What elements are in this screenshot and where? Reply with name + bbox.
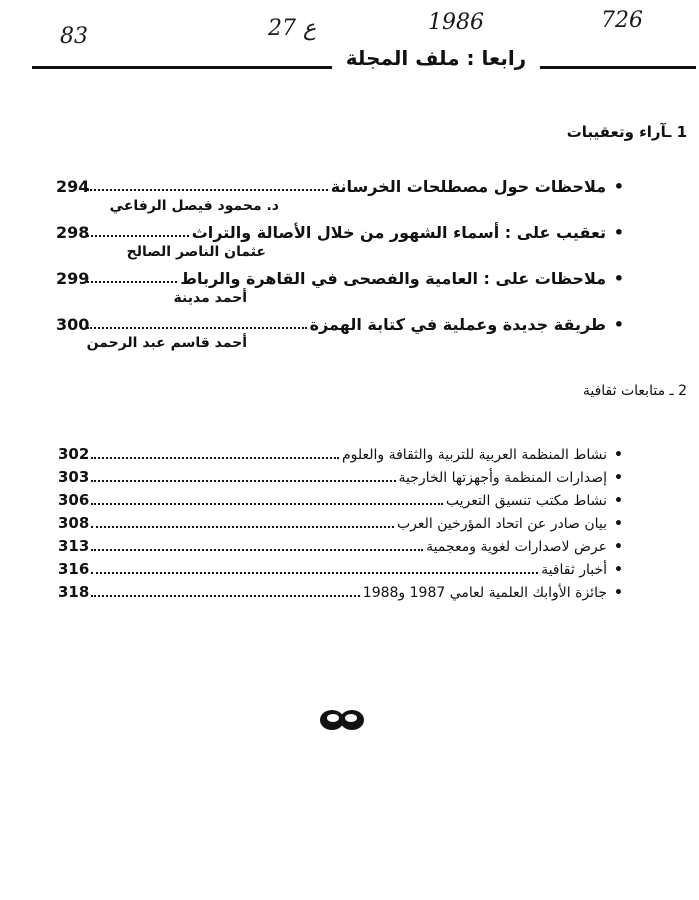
page-number: 298 — [56, 223, 90, 242]
bullet: • — [614, 493, 623, 509]
dot-leader — [91, 457, 339, 459]
header-rule-left — [32, 66, 332, 69]
page-number: 294 — [56, 177, 90, 196]
dot-leader — [87, 189, 328, 191]
dot-leader — [91, 503, 443, 505]
entry-title: إصدارات المنظمة وأجهزتها الخارجية — [398, 470, 607, 486]
dot-leader — [91, 480, 396, 482]
toc-entry[interactable] — [56, 310, 624, 334]
entry-title: عرض لاصدارات لغوية ومعجمية — [426, 539, 607, 555]
bullet: • — [613, 315, 624, 334]
toc-entry[interactable] — [56, 172, 624, 196]
page-number: 299 — [56, 269, 90, 288]
entry-title: ملاحظات على : العامية والفصحى في القاهرة والرباط — [180, 269, 606, 288]
dot-leader — [87, 235, 189, 237]
bullet: • — [613, 177, 624, 196]
section-heading-opinions: 1 ـآراء وتعقيبات — [566, 123, 687, 141]
section-heading-cultural: 2 ـ متابعات ثقافية — [582, 383, 687, 399]
entry-title: نشاط المنظمة العربية للتربية والثقافة والعلوم — [341, 447, 607, 463]
page-number: 318 — [58, 583, 90, 601]
bullet: • — [613, 223, 624, 242]
entry-title: طريقة جديدة وعملية في كتابة الهمزة — [309, 315, 606, 334]
bullet: • — [614, 447, 623, 463]
handwritten-note-1: 83 — [60, 24, 88, 49]
page-number: 306 — [58, 491, 90, 509]
page-number: 300 — [56, 315, 90, 334]
entry-author: أحمد قاسم عبد الرحمن — [86, 335, 247, 351]
bullet: • — [614, 585, 623, 601]
bullet: • — [614, 562, 623, 578]
dot-leader — [91, 572, 538, 574]
page-number: 308 — [58, 514, 90, 532]
bullet: • — [613, 269, 624, 288]
dot-leader — [87, 281, 177, 283]
toc-entry[interactable] — [58, 489, 623, 509]
dot-leader — [91, 549, 423, 551]
toc-entry[interactable] — [56, 264, 624, 288]
bullet: • — [614, 470, 623, 486]
toc-entry[interactable] — [58, 466, 623, 486]
entry-title: جائزة الأوابك العلمية لعامي 1987 و1988 — [362, 585, 607, 601]
handwritten-note-2: 27 ع — [268, 16, 317, 41]
dot-leader — [91, 595, 360, 597]
bullet: • — [614, 539, 623, 555]
toc-entry[interactable] — [56, 218, 624, 242]
toc-entry[interactable] — [58, 535, 623, 555]
entry-title: ملاحظات حول مصطلحات الخرسانة — [330, 177, 606, 196]
entry-title: بيان صادر عن اتحاد المؤرخين العرب — [397, 516, 607, 532]
entry-author: د. محمود فيصل الرفاعي — [109, 198, 279, 214]
header-rule-right — [540, 66, 696, 69]
ornament-icon — [318, 706, 366, 734]
handwritten-year: 1986 — [428, 10, 484, 35]
toc-entry[interactable] — [58, 443, 623, 463]
entry-title: نشاط مكتب تنسيق التعريب — [445, 493, 607, 509]
dot-leader — [91, 526, 394, 528]
page-number: 303 — [58, 468, 90, 486]
entry-title: أخبار ثقافية — [541, 562, 607, 578]
page-number: 313 — [58, 537, 90, 555]
page-number: 316 — [58, 560, 90, 578]
entry-author: أحمد مدينة — [173, 290, 247, 306]
toc-entry[interactable] — [58, 581, 623, 601]
entry-title: تعقيب على : أسماء الشهور من خلال الأصالة والتراث — [191, 223, 606, 242]
bullet: • — [614, 516, 623, 532]
entry-author: عثمان الناصر الصالح — [126, 244, 266, 260]
page-number: 302 — [58, 445, 90, 463]
toc-entry[interactable] — [58, 558, 623, 578]
dot-leader — [87, 327, 307, 329]
page-title: رابعا : ملف المجلة — [345, 46, 527, 70]
handwritten-note-3: 726 — [601, 8, 643, 33]
toc-entry[interactable] — [58, 512, 623, 532]
